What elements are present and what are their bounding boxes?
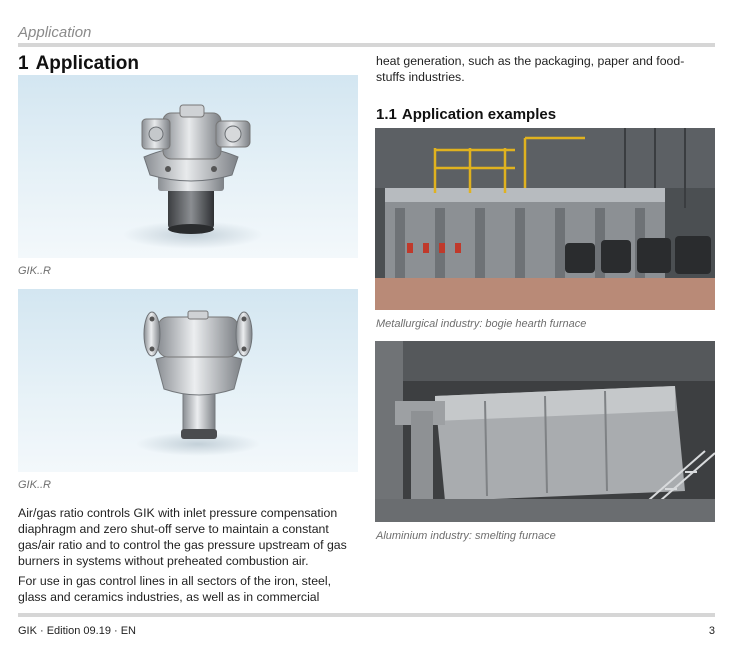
running-header-label: Application: [18, 24, 92, 41]
paragraph-2: For use in gas control lines in all sectors of the iron, steel, glass and ceramics industries, as well as in commercial: [18, 574, 332, 604]
page-number: 3: [708, 625, 715, 637]
section-title: Application: [35, 53, 140, 74]
smelting-furnace-photo: [375, 341, 715, 522]
section-number: 1: [18, 53, 29, 74]
header-rule: [18, 43, 715, 47]
regulator-illustration-1: [18, 75, 358, 258]
bogie-hearth-furnace-photo: [375, 128, 715, 310]
product-caption-2: GIK..R: [18, 479, 52, 491]
subsection-heading: [376, 106, 556, 123]
continued-paragraph: heat generation, such as the packaging, paper and food-stuffs industries.: [376, 54, 685, 84]
paragraph-1: Air/gas ratio controls GIK with inlet pressure compensation diaphragm and zero shut-off serve to maintain a constant gas/air ratio and to control the gas pressure upstream of gas burners in systems without preheated combustion air.: [18, 506, 347, 568]
subsection-title: Application examples: [401, 106, 557, 123]
description-text: [18, 505, 356, 605]
subsection-number: 1.1: [376, 106, 397, 123]
example-caption-2: Aluminium industry: smelting furnace: [376, 530, 556, 542]
section-heading: [18, 53, 139, 75]
furnace-illustration-2: [375, 341, 715, 522]
regulator-illustration-2: [18, 289, 358, 472]
product-photo-gik-r-2: [18, 289, 358, 472]
product-caption-1: GIK..R: [18, 265, 52, 277]
furnace-illustration-1: [375, 128, 715, 310]
example-caption-1: Metallurgical industry: bogie hearth furnace: [376, 318, 587, 330]
product-photo-gik-r-1: [18, 75, 358, 258]
footer-rule: [18, 613, 715, 617]
footer-edition: GIK · Edition 09.19 · EN: [18, 625, 136, 637]
